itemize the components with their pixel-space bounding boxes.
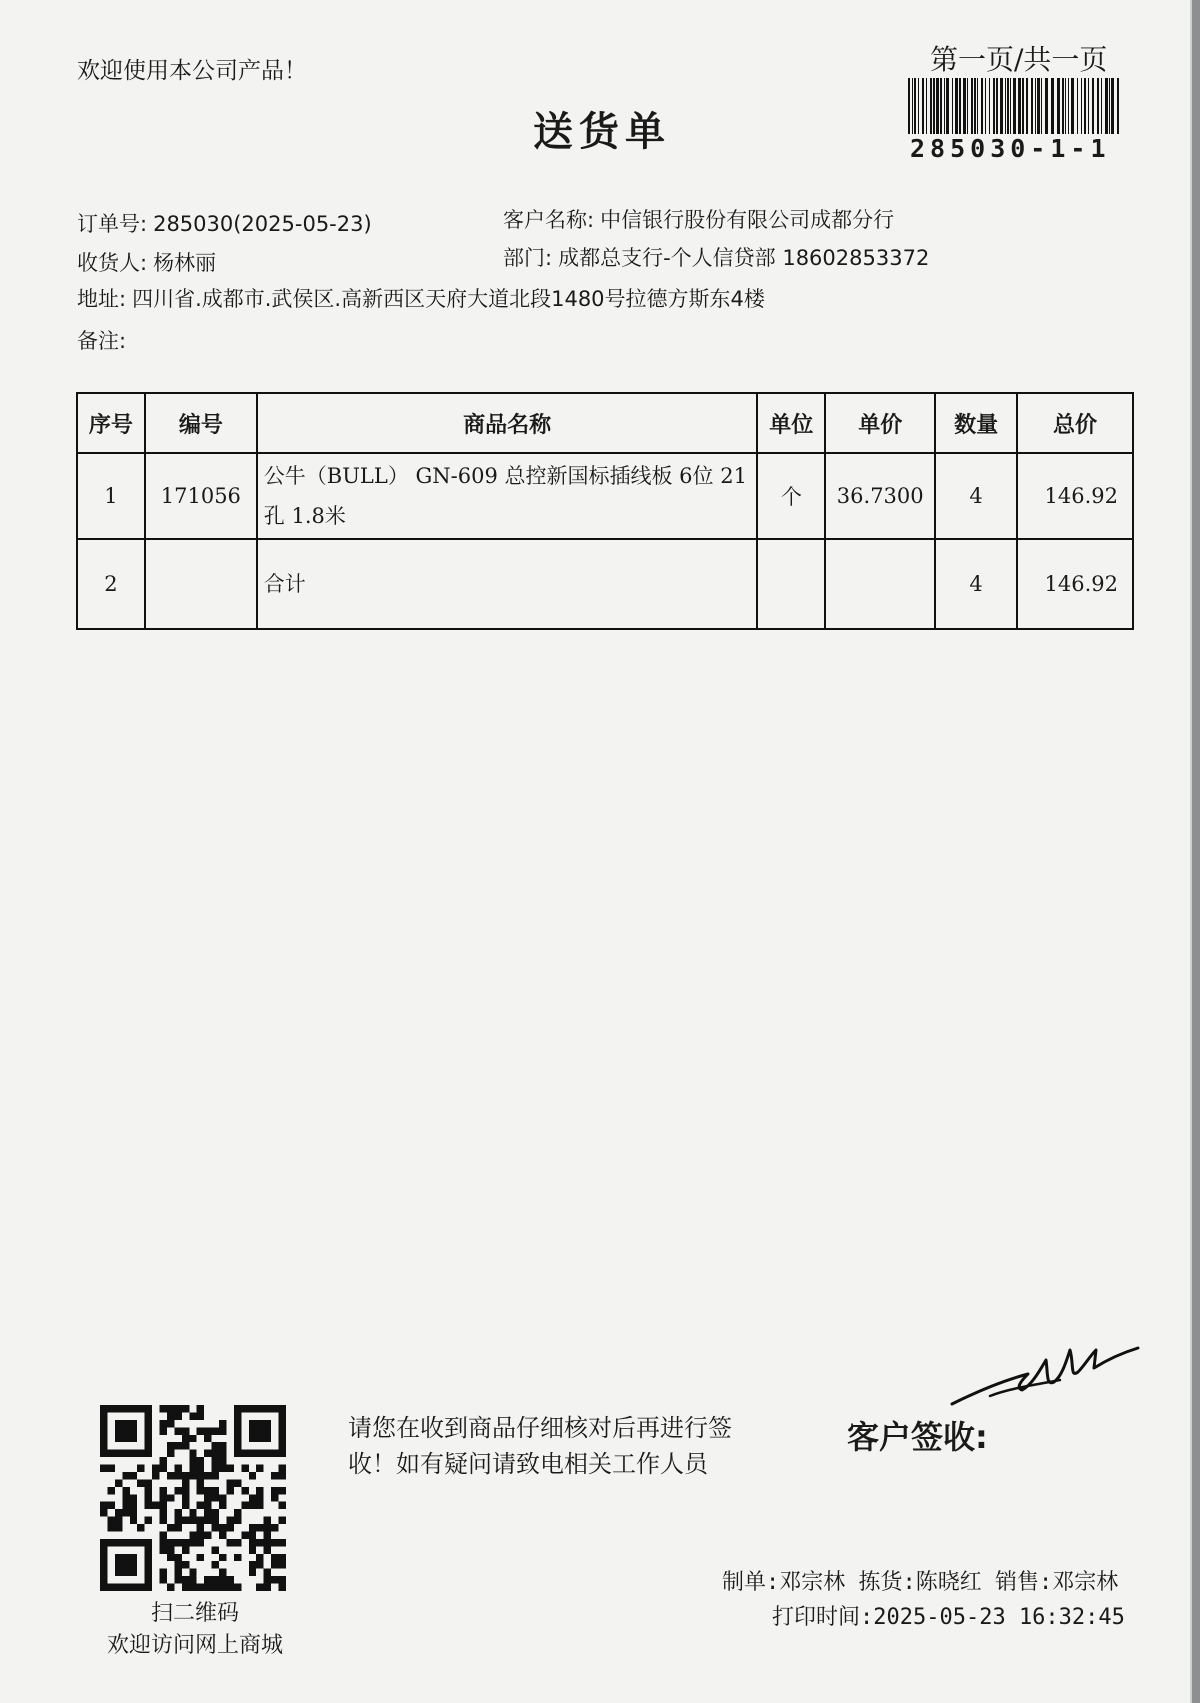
col-header-code: 编号	[145, 393, 257, 453]
dept-value: 成都总支行-个人信贷部 18602853372	[558, 246, 930, 270]
signature-scribble-icon	[950, 1330, 1140, 1410]
staff-line: 制单:邓宗林 拣货:陈晓红 销售:邓宗林	[722, 1570, 1119, 1595]
cell-index: 1	[77, 453, 145, 539]
customer-sign-label: 客户签收:	[847, 1418, 988, 1456]
col-header-qty: 数量	[935, 393, 1017, 453]
col-header-price: 单价	[825, 393, 935, 453]
qr-caption-mall: 欢迎访问网上商城	[106, 1633, 283, 1658]
customer-label: 客户名称:	[503, 208, 595, 232]
cell-product: 公牛（BULL） GN-609 总控新国标插线板 6位 21孔 1.8米	[257, 453, 758, 539]
department	[503, 242, 929, 272]
cell-product: 合计	[257, 539, 758, 629]
welcome-text: 欢迎使用本公司产品！	[77, 58, 307, 84]
address	[77, 283, 765, 313]
document-title: 送货单	[533, 108, 671, 155]
table-row	[77, 453, 1133, 539]
cell-qty: 4	[935, 539, 1017, 629]
customer-name	[503, 204, 894, 234]
address-label: 地址:	[77, 287, 127, 311]
print-time: 打印时间:2025-05-23 16:32:45	[772, 1605, 1125, 1630]
qr-caption-scan: 扫二维码	[150, 1601, 239, 1626]
table-header-row	[77, 393, 1133, 453]
qr-code-icon	[100, 1405, 286, 1591]
cell-total: 146.92	[1017, 539, 1133, 629]
receiver-label: 收货人:	[77, 251, 148, 275]
cell-price	[825, 539, 935, 629]
barcode-icon	[908, 78, 1122, 134]
order-number	[77, 208, 372, 238]
remark	[77, 325, 132, 355]
cell-unit: 个	[757, 453, 825, 539]
order-value: 285030(2025-05-23)	[153, 212, 372, 236]
cell-unit	[757, 539, 825, 629]
order-label: 订单号:	[77, 212, 148, 236]
col-header-product: 商品名称	[257, 393, 758, 453]
cell-code: 171056	[145, 453, 257, 539]
col-header-index: 序号	[77, 393, 145, 453]
items-table	[76, 392, 1134, 630]
cell-total: 146.92	[1017, 453, 1133, 539]
address-value: 四川省.成都市.武侯区.高新西区天府大道北段1480号拉德方斯东4楼	[132, 287, 765, 311]
remark-label: 备注:	[77, 329, 127, 353]
cell-code	[145, 539, 257, 629]
table-row	[77, 539, 1133, 629]
dept-label: 部门:	[503, 246, 553, 270]
cell-price: 36.7300	[825, 453, 935, 539]
cell-qty: 4	[935, 453, 1017, 539]
customer-value: 中信银行股份有限公司成都分行	[600, 208, 895, 232]
cell-index: 2	[77, 539, 145, 629]
barcode-number: 285030-1-1	[910, 134, 1111, 163]
col-header-unit: 单位	[757, 393, 825, 453]
receiver-value: 杨林丽	[153, 251, 217, 275]
receiver	[77, 247, 216, 277]
page-indicator: 第一页/共一页	[930, 43, 1108, 76]
receipt-notice: 请您在收到商品仔细核对后再进行签收！如有疑问请致电相关工作人员	[348, 1414, 732, 1478]
col-header-total: 总价	[1017, 393, 1133, 453]
